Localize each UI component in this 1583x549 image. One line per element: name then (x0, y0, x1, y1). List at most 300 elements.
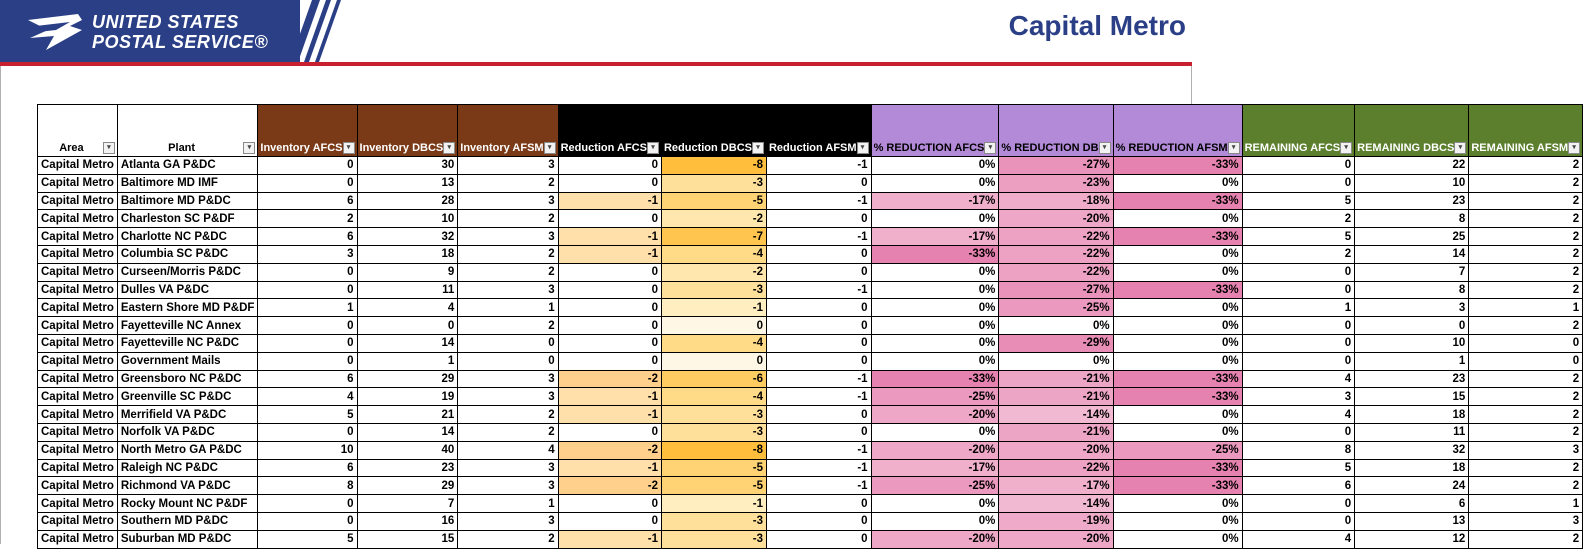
cell-red_afcs[interactable]: -1 (558, 530, 661, 548)
cell-rem_dbcs[interactable]: 10 (1355, 174, 1469, 192)
cell-area[interactable]: Capital Metro (38, 388, 118, 406)
cell-plant[interactable]: Norfolk VA P&DC (117, 423, 258, 441)
cell-rem_dbcs[interactable]: 13 (1355, 512, 1469, 530)
cell-rem_dbcs[interactable]: 14 (1355, 245, 1469, 263)
cell-rem_afcs[interactable]: 2 (1242, 245, 1355, 263)
cell-pct_afsm[interactable]: -25% (1113, 441, 1242, 459)
cell-pct_afcs[interactable]: -33% (871, 245, 999, 263)
cell-red_afsm[interactable]: -1 (766, 441, 871, 459)
cell-red_afsm[interactable]: -1 (766, 459, 871, 477)
cell-plant[interactable]: Government Mails (117, 352, 258, 370)
cell-pct_db[interactable]: -22% (999, 228, 1113, 246)
cell-red_afcs[interactable]: -1 (558, 406, 661, 424)
cell-pct_afsm[interactable]: 0% (1113, 174, 1242, 192)
cell-plant[interactable]: Greenville SC P&DC (117, 388, 258, 406)
cell-red_dbcs[interactable]: -3 (661, 530, 766, 548)
cell-red_afsm[interactable]: 0 (766, 174, 871, 192)
cell-inv_dbcs[interactable]: 30 (357, 157, 458, 175)
cell-pct_afcs[interactable]: 0% (871, 423, 999, 441)
cell-inv_dbcs[interactable]: 13 (357, 174, 458, 192)
cell-red_afcs[interactable]: 0 (558, 174, 661, 192)
cell-inv_dbcs[interactable]: 32 (357, 228, 458, 246)
cell-inv_afsm[interactable]: 4 (458, 441, 558, 459)
cell-rem_afcs[interactable]: 2 (1242, 210, 1355, 228)
cell-red_afcs[interactable]: 0 (558, 157, 661, 175)
cell-inv_afsm[interactable]: 3 (458, 228, 558, 246)
cell-plant[interactable]: Fayetteville NC Annex (117, 317, 258, 335)
cell-inv_dbcs[interactable]: 0 (357, 317, 458, 335)
cell-inv_afcs[interactable]: 0 (258, 512, 357, 530)
cell-pct_afsm[interactable]: 0% (1113, 530, 1242, 548)
cell-red_dbcs[interactable]: 0 (661, 317, 766, 335)
cell-pct_afcs[interactable]: -25% (871, 477, 999, 495)
cell-inv_afcs[interactable]: 0 (258, 157, 357, 175)
cell-inv_afsm[interactable]: 3 (458, 459, 558, 477)
cell-pct_afcs[interactable]: 0% (871, 210, 999, 228)
cell-rem_dbcs[interactable]: 6 (1355, 495, 1469, 513)
cell-plant[interactable]: Charleston SC P&DF (117, 210, 258, 228)
cell-plant[interactable]: Columbia SC P&DC (117, 245, 258, 263)
cell-rem_afcs[interactable]: 0 (1242, 334, 1355, 352)
cell-rem_afsm[interactable]: 3 (1469, 441, 1583, 459)
filter-dropdown-icon[interactable]: ▾ (443, 142, 455, 154)
cell-red_afsm[interactable]: 0 (766, 352, 871, 370)
filter-dropdown-icon[interactable]: ▾ (647, 142, 659, 154)
cell-red_dbcs[interactable]: -4 (661, 245, 766, 263)
cell-red_afcs[interactable]: -1 (558, 245, 661, 263)
cell-pct_db[interactable]: -20% (999, 441, 1113, 459)
cell-pct_afsm[interactable]: 0% (1113, 245, 1242, 263)
cell-rem_dbcs[interactable]: 7 (1355, 263, 1469, 281)
cell-rem_afcs[interactable]: 0 (1242, 263, 1355, 281)
cell-pct_afsm[interactable]: 0% (1113, 210, 1242, 228)
cell-inv_dbcs[interactable]: 29 (357, 370, 458, 388)
cell-red_afsm[interactable]: 0 (766, 495, 871, 513)
cell-inv_afsm[interactable]: 0 (458, 334, 558, 352)
cell-red_dbcs[interactable]: -2 (661, 263, 766, 281)
cell-inv_afcs[interactable]: 0 (258, 174, 357, 192)
cell-rem_dbcs[interactable]: 10 (1355, 334, 1469, 352)
cell-rem_afcs[interactable]: 4 (1242, 370, 1355, 388)
cell-red_afcs[interactable]: 0 (558, 423, 661, 441)
cell-plant[interactable]: Suburban MD P&DC (117, 530, 258, 548)
cell-pct_db[interactable]: -21% (999, 423, 1113, 441)
cell-pct_afsm[interactable]: -33% (1113, 477, 1242, 495)
cell-rem_dbcs[interactable]: 3 (1355, 299, 1469, 317)
cell-pct_db[interactable]: -20% (999, 210, 1113, 228)
cell-rem_dbcs[interactable]: 23 (1355, 370, 1469, 388)
cell-rem_afcs[interactable]: 0 (1242, 423, 1355, 441)
cell-rem_afsm[interactable]: 2 (1469, 228, 1583, 246)
cell-red_afcs[interactable]: 0 (558, 512, 661, 530)
cell-plant[interactable]: Fayetteville NC P&DC (117, 334, 258, 352)
cell-red_dbcs[interactable]: -8 (661, 157, 766, 175)
cell-area[interactable]: Capital Metro (38, 477, 118, 495)
cell-rem_afcs[interactable]: 0 (1242, 157, 1355, 175)
cell-rem_afsm[interactable]: 2 (1469, 459, 1583, 477)
filter-dropdown-icon[interactable]: ▾ (544, 142, 556, 154)
cell-plant[interactable]: Southern MD P&DC (117, 512, 258, 530)
cell-inv_dbcs[interactable]: 10 (357, 210, 458, 228)
cell-red_afcs[interactable]: 0 (558, 263, 661, 281)
filter-dropdown-icon[interactable]: ▾ (1568, 142, 1580, 154)
cell-red_afsm[interactable]: 0 (766, 406, 871, 424)
cell-inv_afcs[interactable]: 0 (258, 317, 357, 335)
cell-red_afcs[interactable]: -2 (558, 370, 661, 388)
cell-inv_dbcs[interactable]: 18 (357, 245, 458, 263)
cell-rem_afsm[interactable]: 2 (1469, 530, 1583, 548)
cell-plant[interactable]: Atlanta GA P&DC (117, 157, 258, 175)
cell-inv_afcs[interactable]: 6 (258, 370, 357, 388)
cell-red_dbcs[interactable]: -2 (661, 210, 766, 228)
cell-pct_db[interactable]: -27% (999, 157, 1113, 175)
cell-plant[interactable]: Greensboro NC P&DC (117, 370, 258, 388)
cell-pct_afsm[interactable]: -33% (1113, 459, 1242, 477)
cell-rem_afsm[interactable]: 0 (1469, 352, 1583, 370)
cell-plant[interactable]: Charlotte NC P&DC (117, 228, 258, 246)
cell-rem_afsm[interactable]: 2 (1469, 388, 1583, 406)
cell-pct_db[interactable]: -22% (999, 245, 1113, 263)
filter-dropdown-icon[interactable]: ▾ (1454, 142, 1466, 154)
cell-inv_dbcs[interactable]: 21 (357, 406, 458, 424)
cell-pct_afsm[interactable]: 0% (1113, 334, 1242, 352)
cell-rem_dbcs[interactable]: 25 (1355, 228, 1469, 246)
cell-red_dbcs[interactable]: -1 (661, 299, 766, 317)
cell-rem_afsm[interactable]: 2 (1469, 245, 1583, 263)
cell-pct_db[interactable]: -21% (999, 388, 1113, 406)
cell-pct_db[interactable]: 0% (999, 352, 1113, 370)
cell-inv_afcs[interactable]: 1 (258, 299, 357, 317)
cell-red_afcs[interactable]: 0 (558, 334, 661, 352)
cell-pct_db[interactable]: -14% (999, 406, 1113, 424)
cell-inv_dbcs[interactable]: 9 (357, 263, 458, 281)
cell-inv_dbcs[interactable]: 15 (357, 530, 458, 548)
cell-pct_afsm[interactable]: 0% (1113, 317, 1242, 335)
cell-pct_afsm[interactable]: 0% (1113, 423, 1242, 441)
cell-rem_afsm[interactable]: 2 (1469, 210, 1583, 228)
cell-area[interactable]: Capital Metro (38, 352, 118, 370)
cell-red_afcs[interactable]: 0 (558, 352, 661, 370)
cell-red_afsm[interactable]: 0 (766, 512, 871, 530)
cell-pct_db[interactable]: -21% (999, 370, 1113, 388)
cell-inv_afsm[interactable]: 2 (458, 263, 558, 281)
cell-rem_afsm[interactable]: 2 (1469, 174, 1583, 192)
cell-inv_afcs[interactable]: 5 (258, 406, 357, 424)
cell-plant[interactable]: Baltimore MD IMF (117, 174, 258, 192)
cell-rem_dbcs[interactable]: 18 (1355, 406, 1469, 424)
cell-inv_dbcs[interactable]: 16 (357, 512, 458, 530)
cell-rem_dbcs[interactable]: 32 (1355, 441, 1469, 459)
cell-inv_afcs[interactable]: 0 (258, 263, 357, 281)
cell-red_dbcs[interactable]: -3 (661, 406, 766, 424)
cell-red_dbcs[interactable]: -3 (661, 512, 766, 530)
cell-rem_afcs[interactable]: 6 (1242, 477, 1355, 495)
cell-inv_afcs[interactable]: 0 (258, 281, 357, 299)
cell-red_afcs[interactable]: 0 (558, 210, 661, 228)
cell-area[interactable]: Capital Metro (38, 512, 118, 530)
cell-red_dbcs[interactable]: -7 (661, 228, 766, 246)
cell-rem_afsm[interactable]: 2 (1469, 281, 1583, 299)
cell-inv_afsm[interactable]: 3 (458, 512, 558, 530)
cell-inv_dbcs[interactable]: 11 (357, 281, 458, 299)
cell-red_dbcs[interactable]: -6 (661, 370, 766, 388)
cell-inv_dbcs[interactable]: 1 (357, 352, 458, 370)
cell-inv_afcs[interactable]: 6 (258, 228, 357, 246)
cell-red_afsm[interactable]: 0 (766, 210, 871, 228)
cell-pct_afcs[interactable]: -17% (871, 192, 999, 210)
cell-pct_afcs[interactable]: 0% (871, 263, 999, 281)
cell-area[interactable]: Capital Metro (38, 299, 118, 317)
cell-inv_afsm[interactable]: 3 (458, 157, 558, 175)
cell-pct_afsm[interactable]: -33% (1113, 388, 1242, 406)
cell-inv_afsm[interactable]: 2 (458, 406, 558, 424)
cell-pct_afsm[interactable]: 0% (1113, 352, 1242, 370)
cell-red_afsm[interactable]: -1 (766, 477, 871, 495)
cell-red_dbcs[interactable]: -8 (661, 441, 766, 459)
cell-rem_afcs[interactable]: 0 (1242, 512, 1355, 530)
cell-area[interactable]: Capital Metro (38, 441, 118, 459)
cell-inv_afsm[interactable]: 2 (458, 174, 558, 192)
cell-inv_afsm[interactable]: 3 (458, 388, 558, 406)
cell-inv_dbcs[interactable]: 7 (357, 495, 458, 513)
cell-pct_afcs[interactable]: -17% (871, 228, 999, 246)
cell-plant[interactable]: North Metro GA P&DC (117, 441, 258, 459)
cell-rem_afsm[interactable]: 0 (1469, 334, 1583, 352)
cell-area[interactable]: Capital Metro (38, 334, 118, 352)
cell-rem_afcs[interactable]: 5 (1242, 228, 1355, 246)
cell-red_dbcs[interactable]: -5 (661, 477, 766, 495)
cell-rem_afsm[interactable]: 1 (1469, 299, 1583, 317)
cell-red_afsm[interactable]: 0 (766, 245, 871, 263)
cell-pct_afsm[interactable]: -33% (1113, 228, 1242, 246)
cell-inv_dbcs[interactable]: 14 (357, 423, 458, 441)
cell-red_dbcs[interactable]: -4 (661, 334, 766, 352)
cell-rem_afsm[interactable]: 2 (1469, 192, 1583, 210)
cell-red_dbcs[interactable]: -3 (661, 281, 766, 299)
cell-area[interactable]: Capital Metro (38, 530, 118, 548)
cell-area[interactable]: Capital Metro (38, 263, 118, 281)
cell-pct_afcs[interactable]: 0% (871, 299, 999, 317)
cell-red_afsm[interactable]: -1 (766, 370, 871, 388)
cell-red_afsm[interactable]: 0 (766, 299, 871, 317)
cell-pct_db[interactable]: -20% (999, 530, 1113, 548)
cell-pct_afcs[interactable]: 0% (871, 317, 999, 335)
filter-dropdown-icon[interactable]: ▾ (984, 142, 996, 154)
cell-red_dbcs[interactable]: -3 (661, 174, 766, 192)
cell-rem_dbcs[interactable]: 8 (1355, 281, 1469, 299)
cell-rem_dbcs[interactable]: 8 (1355, 210, 1469, 228)
cell-pct_afsm[interactable]: -33% (1113, 192, 1242, 210)
cell-rem_afsm[interactable]: 2 (1469, 423, 1583, 441)
cell-red_afcs[interactable]: -1 (558, 459, 661, 477)
cell-pct_afcs[interactable]: 0% (871, 334, 999, 352)
cell-inv_afcs[interactable]: 6 (258, 459, 357, 477)
cell-inv_afsm[interactable]: 3 (458, 192, 558, 210)
cell-rem_dbcs[interactable]: 0 (1355, 317, 1469, 335)
cell-pct_afcs[interactable]: -25% (871, 388, 999, 406)
cell-rem_afcs[interactable]: 5 (1242, 192, 1355, 210)
cell-inv_dbcs[interactable]: 28 (357, 192, 458, 210)
cell-inv_afcs[interactable]: 3 (258, 245, 357, 263)
cell-plant[interactable]: Eastern Shore MD P&DF (117, 299, 258, 317)
cell-rem_afsm[interactable]: 2 (1469, 477, 1583, 495)
cell-red_afsm[interactable]: 0 (766, 530, 871, 548)
filter-dropdown-icon[interactable]: ▾ (1099, 142, 1111, 154)
filter-dropdown-icon[interactable]: ▾ (1340, 142, 1352, 154)
cell-plant[interactable]: Merrifield VA P&DC (117, 406, 258, 424)
cell-inv_afcs[interactable]: 10 (258, 441, 357, 459)
cell-rem_dbcs[interactable]: 15 (1355, 388, 1469, 406)
cell-pct_afcs[interactable]: 0% (871, 495, 999, 513)
cell-plant[interactable]: Raleigh NC P&DC (117, 459, 258, 477)
cell-inv_afsm[interactable]: 2 (458, 245, 558, 263)
cell-pct_afcs[interactable]: 0% (871, 174, 999, 192)
cell-inv_afsm[interactable]: 3 (458, 370, 558, 388)
cell-red_afsm[interactable]: -1 (766, 281, 871, 299)
cell-red_afsm[interactable]: 0 (766, 263, 871, 281)
cell-inv_afcs[interactable]: 5 (258, 530, 357, 548)
cell-area[interactable]: Capital Metro (38, 317, 118, 335)
cell-red_afcs[interactable]: -2 (558, 477, 661, 495)
cell-inv_afcs[interactable]: 8 (258, 477, 357, 495)
cell-red_afcs[interactable]: -1 (558, 388, 661, 406)
cell-pct_db[interactable]: -17% (999, 477, 1113, 495)
cell-rem_afsm[interactable]: 2 (1469, 406, 1583, 424)
cell-plant[interactable]: Curseen/Morris P&DC (117, 263, 258, 281)
cell-inv_afsm[interactable]: 2 (458, 210, 558, 228)
cell-red_afsm[interactable]: -1 (766, 388, 871, 406)
cell-red_dbcs[interactable]: -5 (661, 192, 766, 210)
cell-inv_afcs[interactable]: 0 (258, 423, 357, 441)
cell-red_dbcs[interactable]: -3 (661, 423, 766, 441)
cell-red_afsm[interactable]: -1 (766, 228, 871, 246)
cell-inv_afcs[interactable]: 4 (258, 388, 357, 406)
cell-rem_afcs[interactable]: 5 (1242, 459, 1355, 477)
cell-pct_db[interactable]: -19% (999, 512, 1113, 530)
cell-area[interactable]: Capital Metro (38, 192, 118, 210)
cell-rem_afcs[interactable]: 0 (1242, 281, 1355, 299)
cell-inv_dbcs[interactable]: 4 (357, 299, 458, 317)
cell-pct_afcs[interactable]: 0% (871, 352, 999, 370)
cell-pct_db[interactable]: -29% (999, 334, 1113, 352)
cell-pct_db[interactable]: -27% (999, 281, 1113, 299)
cell-pct_afcs[interactable]: 0% (871, 281, 999, 299)
cell-pct_afcs[interactable]: 0% (871, 512, 999, 530)
cell-area[interactable]: Capital Metro (38, 495, 118, 513)
cell-inv_afcs[interactable]: 6 (258, 192, 357, 210)
cell-rem_afcs[interactable]: 4 (1242, 406, 1355, 424)
cell-area[interactable]: Capital Metro (38, 423, 118, 441)
cell-pct_afsm[interactable]: 0% (1113, 299, 1242, 317)
filter-dropdown-icon[interactable]: ▾ (343, 142, 355, 154)
cell-pct_afsm[interactable]: 0% (1113, 263, 1242, 281)
cell-inv_afcs[interactable]: 0 (258, 495, 357, 513)
cell-rem_afsm[interactable]: 1 (1469, 495, 1583, 513)
cell-inv_afsm[interactable]: 0 (458, 352, 558, 370)
cell-red_afsm[interactable]: -1 (766, 157, 871, 175)
cell-inv_dbcs[interactable]: 14 (357, 334, 458, 352)
cell-inv_afsm[interactable]: 3 (458, 477, 558, 495)
cell-pct_afsm[interactable]: -33% (1113, 370, 1242, 388)
cell-area[interactable]: Capital Metro (38, 406, 118, 424)
cell-pct_db[interactable]: -22% (999, 263, 1113, 281)
cell-pct_db[interactable]: -23% (999, 174, 1113, 192)
cell-pct_afsm[interactable]: 0% (1113, 406, 1242, 424)
cell-inv_afsm[interactable]: 2 (458, 317, 558, 335)
cell-rem_afsm[interactable]: 2 (1469, 317, 1583, 335)
cell-red_afcs[interactable]: 0 (558, 281, 661, 299)
cell-pct_afcs[interactable]: -20% (871, 530, 999, 548)
cell-inv_afcs[interactable]: 2 (258, 210, 357, 228)
cell-rem_afcs[interactable]: 0 (1242, 352, 1355, 370)
cell-rem_afcs[interactable]: 1 (1242, 299, 1355, 317)
cell-inv_afsm[interactable]: 3 (458, 281, 558, 299)
cell-inv_afcs[interactable]: 0 (258, 334, 357, 352)
cell-inv_afsm[interactable]: 2 (458, 423, 558, 441)
cell-inv_afsm[interactable]: 1 (458, 299, 558, 317)
cell-red_afsm[interactable]: 0 (766, 317, 871, 335)
cell-area[interactable]: Capital Metro (38, 174, 118, 192)
cell-rem_dbcs[interactable]: 11 (1355, 423, 1469, 441)
cell-plant[interactable]: Baltimore MD P&DC (117, 192, 258, 210)
cell-pct_db[interactable]: -22% (999, 459, 1113, 477)
cell-red_dbcs[interactable]: -4 (661, 388, 766, 406)
cell-area[interactable]: Capital Metro (38, 157, 118, 175)
cell-pct_afsm[interactable]: -33% (1113, 157, 1242, 175)
cell-pct_db[interactable]: -14% (999, 495, 1113, 513)
cell-rem_afcs[interactable]: 0 (1242, 317, 1355, 335)
cell-inv_afcs[interactable]: 0 (258, 352, 357, 370)
cell-red_afcs[interactable]: -1 (558, 192, 661, 210)
cell-rem_afsm[interactable]: 2 (1469, 370, 1583, 388)
cell-pct_afcs[interactable]: -20% (871, 406, 999, 424)
cell-inv_afsm[interactable]: 1 (458, 495, 558, 513)
cell-area[interactable]: Capital Metro (38, 281, 118, 299)
filter-dropdown-icon[interactable]: ▾ (857, 142, 869, 154)
cell-rem_afsm[interactable]: 2 (1469, 263, 1583, 281)
cell-rem_dbcs[interactable]: 23 (1355, 192, 1469, 210)
cell-red_afsm[interactable]: 0 (766, 334, 871, 352)
cell-inv_dbcs[interactable]: 19 (357, 388, 458, 406)
cell-area[interactable]: Capital Metro (38, 228, 118, 246)
cell-red_dbcs[interactable]: 0 (661, 352, 766, 370)
cell-plant[interactable]: Rocky Mount NC P&DF (117, 495, 258, 513)
cell-area[interactable]: Capital Metro (38, 459, 118, 477)
cell-rem_afcs[interactable]: 8 (1242, 441, 1355, 459)
filter-dropdown-icon[interactable]: ▾ (1228, 142, 1240, 154)
cell-pct_afcs[interactable]: 0% (871, 157, 999, 175)
cell-pct_db[interactable]: -25% (999, 299, 1113, 317)
cell-pct_afsm[interactable]: -33% (1113, 281, 1242, 299)
filter-dropdown-icon[interactable]: ▾ (103, 142, 115, 154)
cell-rem_afcs[interactable]: 3 (1242, 388, 1355, 406)
cell-rem_afsm[interactable]: 2 (1469, 157, 1583, 175)
cell-rem_dbcs[interactable]: 22 (1355, 157, 1469, 175)
filter-dropdown-icon[interactable]: ▾ (752, 142, 764, 154)
cell-red_afcs[interactable]: 0 (558, 317, 661, 335)
cell-red_afcs[interactable]: -1 (558, 228, 661, 246)
cell-plant[interactable]: Richmond VA P&DC (117, 477, 258, 495)
cell-pct_db[interactable]: 0% (999, 317, 1113, 335)
cell-inv_dbcs[interactable]: 29 (357, 477, 458, 495)
cell-pct_afsm[interactable]: 0% (1113, 495, 1242, 513)
cell-pct_afcs[interactable]: -17% (871, 459, 999, 477)
cell-red_dbcs[interactable]: -1 (661, 495, 766, 513)
cell-plant[interactable]: Dulles VA P&DC (117, 281, 258, 299)
cell-inv_afsm[interactable]: 2 (458, 530, 558, 548)
cell-rem_afcs[interactable]: 0 (1242, 495, 1355, 513)
cell-red_afcs[interactable]: 0 (558, 299, 661, 317)
